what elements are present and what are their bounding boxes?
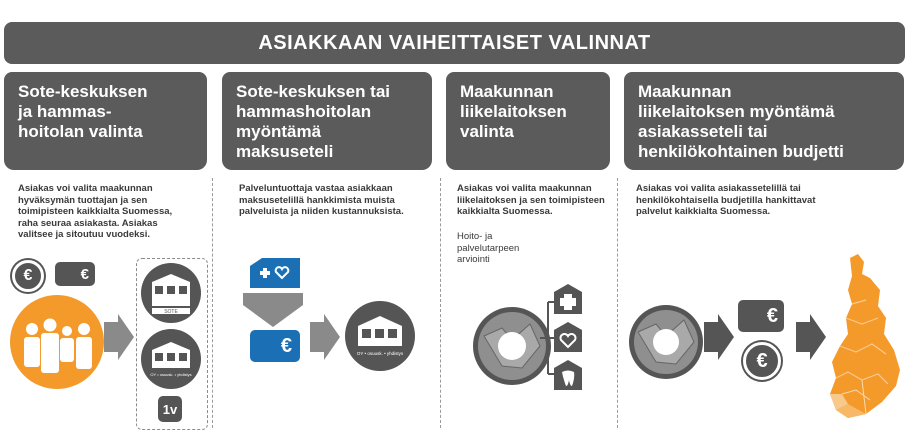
sote-center-icon [140, 262, 202, 324]
column-title-2: Sote-keskuksen tai hammashoitolan myöntämä maksuseteli [236, 82, 391, 161]
arrow-icon [104, 314, 134, 360]
finland-map-icon [822, 254, 904, 424]
euro-card-icon: € [738, 300, 784, 332]
euro-coin-icon: € [12, 260, 44, 292]
euro-voucher-icon: € [250, 330, 300, 362]
arrow-icon [310, 314, 340, 360]
provider-center-icon [140, 328, 202, 390]
separator-2 [440, 178, 441, 428]
separator-1 [212, 178, 213, 428]
column-header-1 [4, 72, 207, 170]
family-icon [10, 295, 104, 389]
column-desc-2: Palveluntuottaja vastaa asiakkaan maksusetelillä hankkimista muista palveluista ja niiden kustannuksista. [239, 183, 404, 217]
page-banner: ASIAKKAAN VAIHEITTAISET VALINNAT [4, 22, 905, 64]
column-sub-3: Hoito- ja palvelutarpeen arviointi [457, 231, 520, 265]
region-map-icon [628, 304, 704, 380]
euro-coin-icon: € [743, 342, 781, 380]
arrow-icon [704, 314, 734, 360]
euro-card-icon: € [55, 262, 95, 286]
medical-cross-icon [554, 284, 582, 314]
health-voucher-icon [250, 258, 300, 288]
down-arrow-icon [243, 293, 303, 327]
column-title-1: Sote-keskuksen ja hammas- hoitolan valinta [18, 82, 148, 141]
column-title-4: Maakunnan liikelaitoksen myöntämä asiakasseteli tai henkilökohtainen budjetti [638, 82, 844, 161]
column-header-4 [624, 72, 904, 170]
tooth-icon [554, 360, 582, 390]
svg-text:SOTE: SOTE [164, 309, 178, 315]
svg-text:OY • osuusk. • yhdistys: OY • osuusk. • yhdistys [356, 351, 404, 356]
heart-icon [554, 322, 582, 352]
column-header-3 [446, 72, 610, 170]
separator-3 [617, 178, 618, 428]
column-desc-1: Asiakas voi valita maakunnan hyväksymän tuottajan ja sen toimipisteen kaikkialta Suomessa, raha seuraa asiakasta. Asiakas valitsee ja sitoutuu vuodeksi. [18, 183, 173, 240]
column-desc-4: Asiakas voi valita asiakassetelillä tai henkilökohtaisella budjetilla hankittavat palvelut kaikkialta Suomessa. [636, 183, 816, 217]
provider-center-icon [344, 300, 416, 372]
column-desc-3: Asiakas voi valita maakunnan liikelaitoksen ja sen toimipisteen kaikkialta Suomessa. [457, 183, 605, 217]
svg-text:OY • osuusk. • yhdistys: OY • osuusk. • yhdistys [150, 372, 192, 377]
column-header-2 [222, 72, 432, 170]
one-year-badge: 1v [158, 396, 182, 422]
column-title-3: Maakunnan liikelaitoksen valinta [460, 82, 567, 141]
